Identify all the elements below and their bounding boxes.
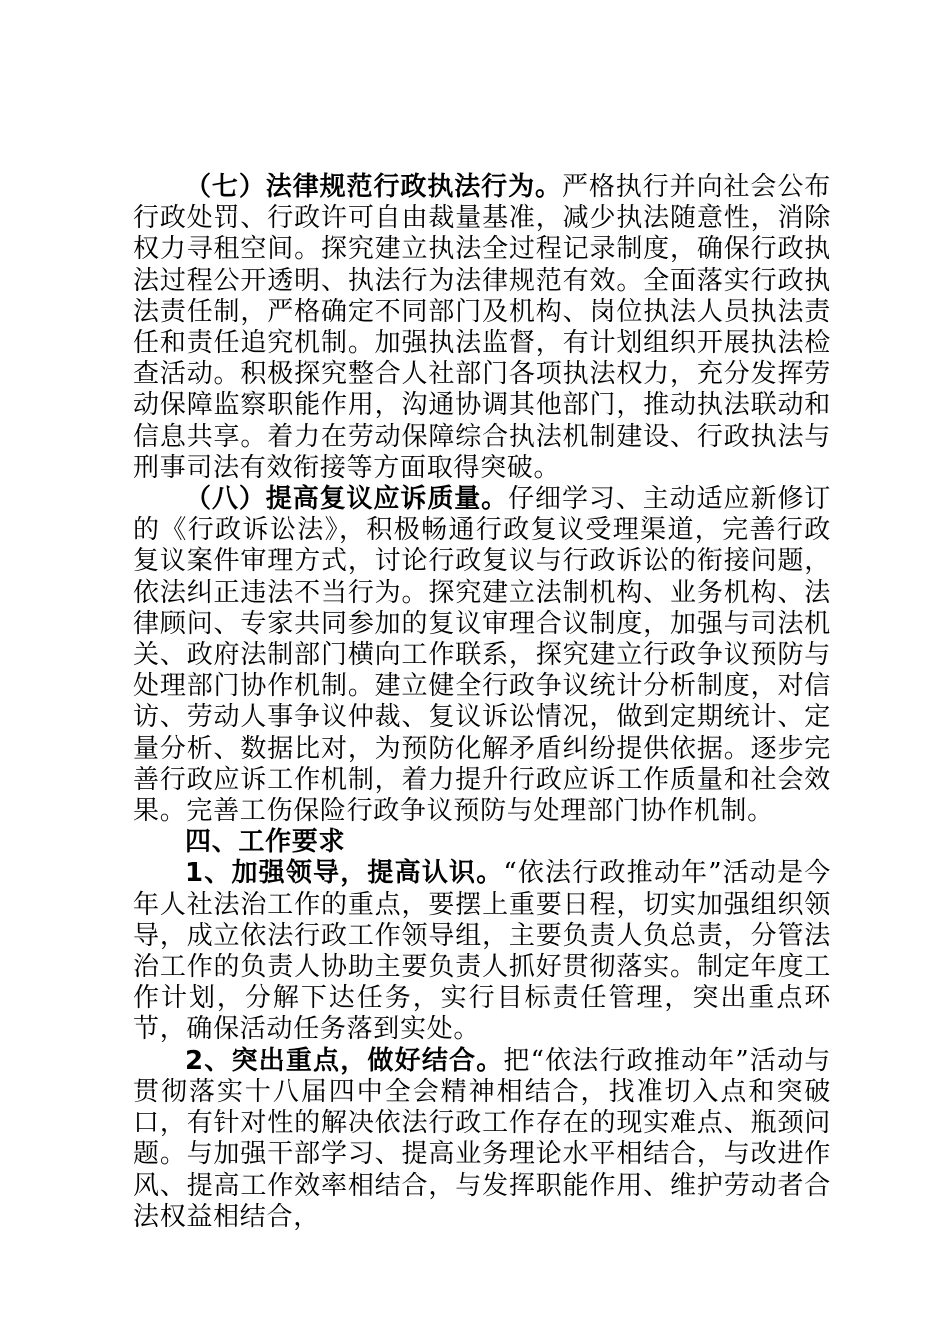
- requirement-1: [133, 858, 831, 1045]
- requirement-2-text: 把“依法行政推动年”活动与贯彻落实十八届四中全会精神相结合，找准切入点和突破口，有针对性的解决依法行政工作存在的现实难点、瓶颈问题。与加强干部学习、提高业务理论水平相结合，与改进作风、提高工作效率相结合，与发挥职能作用、维护劳动者合法权益相结合，: [133, 1045, 831, 1232]
- requirement-1-text: “依法行政推动年”活动是今年人社法治工作的重点，要摆上重要日程，切实加强组织领导，成立依法行政工作领导组，主要负责人负总责，分管法治工作的负责人协助主要负责人抓好贯彻落实。制定年度工作计划，分解下达任务，实行目标责任管理，突出重点环节，确保活动任务落到实处。: [133, 858, 831, 1045]
- document-page: [133, 172, 831, 1233]
- section-heading-work-requirements: 四、工作要求: [185, 827, 346, 858]
- paragraph-8-heading: （八）提高复议应诉质量。: [185, 484, 509, 515]
- paragraph-8-text: 仔细学习、主动适应新修订的《行政诉讼法》，积极畅通行政复议受理渠道，完善行政复议案件审理方式，讨论行政复议与行政诉讼的衔接问题，依法纠正违法不当行为。探究建立法制机构、业务机构、法律顾问、专家共同参加的复议审理合议制度，加强与司法机关、政府法制部门横向工作联系，探究建立行政争议预防与处理部门协作机制。建立健全行政争议统计分析制度，对信访、劳动人事争议仲裁、复议诉讼情况，做到定期统计、定量分析、数据比对，为预防化解矛盾纠纷提供依据。逐步完善行政应诉工作机制，着力提升行政应诉工作质量和社会效果。完善工伤保险行政争议预防与处理部门协作机制。: [133, 484, 831, 827]
- paragraph-8: [133, 484, 831, 827]
- paragraph-7: [133, 172, 831, 484]
- paragraph-7-heading: （七）法律规范行政执法行为。: [185, 172, 562, 202]
- requirement-2: [133, 1046, 831, 1233]
- paragraph-7-text: 严格执行并向社会公布行政处罚、行政许可自由裁量基准，减少执法随意性，消除权力寻租空间。探究建立执法全过程记录制度，确保行政执法过程公开透明、执法行为法律规范有效。全面落实行政执法责任制，严格确定不同部门及机构、岗位执法人员执法责任和责任追究机制。加强执法监督，有计划组织开展执法检查活动。积极探究整合人社部门各项执法权力，充分发挥劳动保障监察职能作用，沟通协调其他部门，推动执法联动和信息共享。着力在劳动保障综合执法机制建设、行政执法与刑事司法有效衔接等方面取得突破。: [133, 172, 831, 483]
- requirement-1-heading: 1、加强领导，提高认识。: [185, 858, 504, 889]
- requirement-2-heading: 2、突出重点，做好结合。: [185, 1045, 504, 1076]
